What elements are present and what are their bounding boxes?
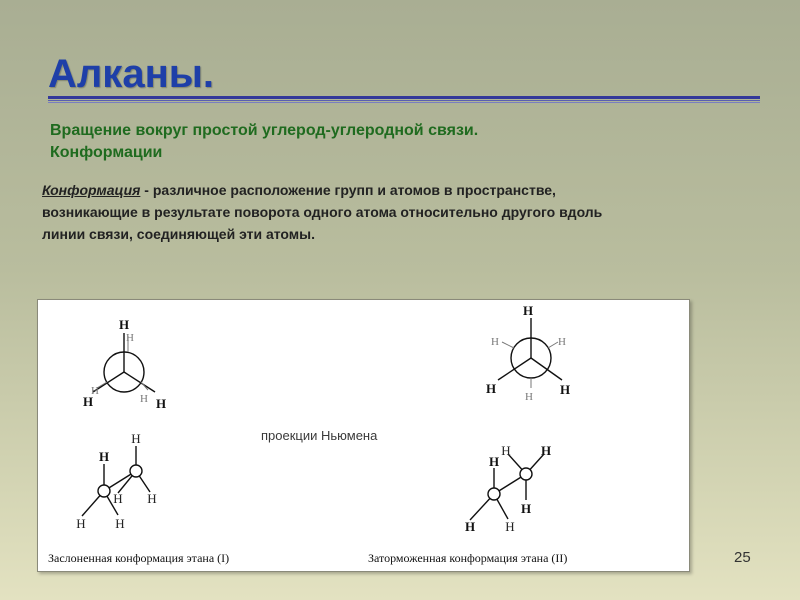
slide-subtitle: [50, 120, 730, 164]
title-underline: [48, 96, 760, 99]
staggered-front-bond-right: [531, 358, 562, 380]
atom-label-h: H: [147, 491, 157, 506]
conformation-figure: [37, 299, 690, 572]
atom-label-h: H: [82, 394, 94, 409]
staggered-carbon-atom-1: [488, 488, 500, 500]
atom-label-h: H: [522, 303, 534, 318]
newman-projections-label: проекции Ньюмена: [261, 428, 378, 443]
atom-label-h: H: [126, 332, 134, 344]
atom-label-h: H: [485, 381, 497, 396]
staggered-carbon-atom-2: [520, 468, 532, 480]
atom-label-h: H: [140, 393, 148, 405]
staggered-rear-bond-right: [548, 342, 558, 348]
atom-label-h: H: [98, 449, 110, 464]
atom-label-h: H: [113, 491, 123, 506]
slide-title: Алканы.: [48, 52, 214, 96]
subtitle-line-1: Вращение вокруг простой углерод-углеродной связи.: [50, 122, 479, 139]
atom-label-h: H: [488, 454, 500, 469]
atom-label-h: H: [501, 443, 511, 458]
eclipsed-carbon-atom-2: [130, 465, 142, 477]
caption-eclipsed: Заслоненная конформация этана (I): [48, 551, 230, 565]
atom-label-h: H: [464, 519, 476, 534]
staggered-rear-bond-left: [502, 342, 514, 348]
eclipsed-carbon-atom-1: [98, 485, 110, 497]
atom-label-h: H: [155, 396, 167, 411]
atom-label-h: H: [491, 336, 499, 348]
atom-label-h: H: [540, 443, 552, 458]
definition-text: - различное расположение групп и атомов в пространстве, возникающие в результате поворота одного атома относительно другого вдоль линии связи, соединяющей эти атомы.: [42, 182, 603, 242]
page-number: 25: [734, 549, 751, 566]
atom-label-h: H: [118, 317, 130, 332]
atom-label-h: H: [76, 516, 86, 531]
title-underline-thinner: [48, 102, 760, 103]
caption-staggered: Заторможенная конформация этана (II): [368, 551, 568, 565]
atom-label-h: H: [115, 516, 125, 531]
atom-label-h: H: [525, 391, 533, 403]
atom-label-h: H: [559, 382, 571, 397]
eclipsed-front-bond-right: [124, 372, 155, 392]
atom-label-h: H: [131, 431, 141, 446]
atom-label-h: H: [558, 336, 566, 348]
definition-term: Конформация: [42, 182, 141, 198]
subtitle-line-2: Конформации: [50, 144, 163, 161]
title-underline-thin: [48, 100, 760, 101]
atom-label-h: H: [505, 519, 515, 534]
definition-paragraph: [42, 179, 642, 245]
atom-label-h: H: [91, 385, 99, 397]
atom-label-h: H: [520, 501, 532, 516]
